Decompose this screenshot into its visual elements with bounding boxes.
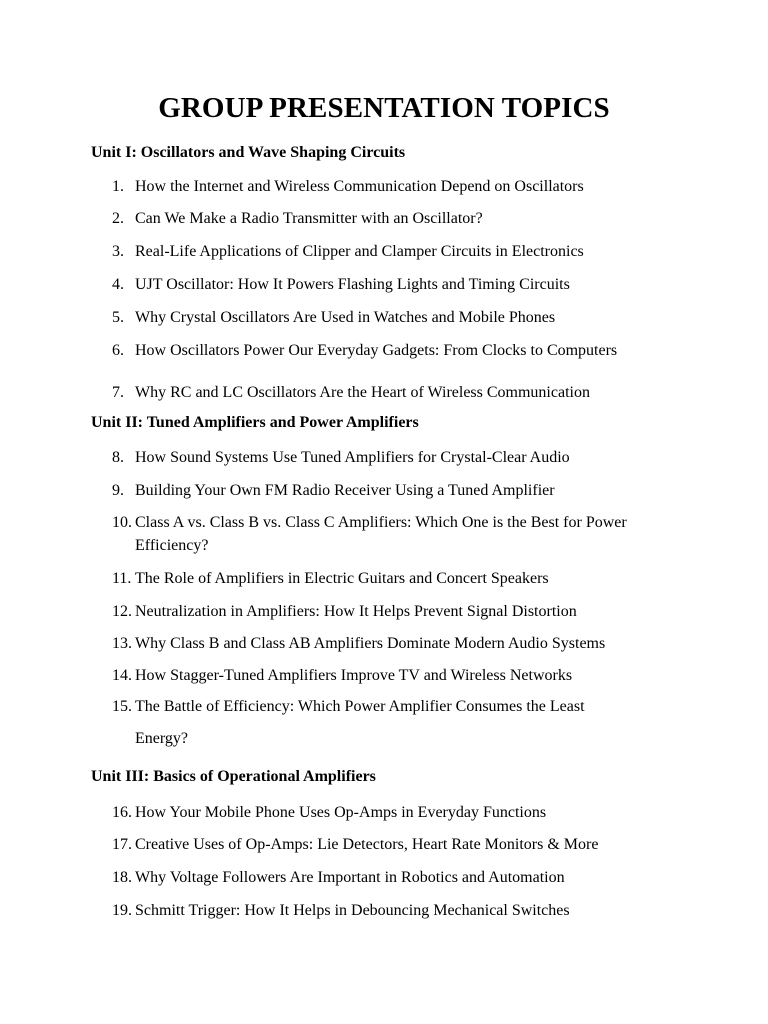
list-item	[112, 600, 672, 623]
unit-heading: Unit III: Basics of Operational Amplifiers	[91, 768, 376, 785]
list-item	[112, 511, 672, 554]
item-number: 8.	[112, 449, 124, 466]
page-title: GROUP PRESENTATION TOPICS	[158, 92, 610, 124]
unit-heading: Unit I: Oscillators and Wave Shaping Circuits	[91, 144, 406, 161]
list-item	[112, 695, 672, 747]
unit-heading: Unit II: Tuned Amplifiers and Power Amplifiers	[91, 414, 419, 431]
list-item	[112, 240, 672, 263]
item-text: UJT Oscillator: How It Powers Flashing Lights and Timing Circuits	[135, 276, 570, 293]
item-number: 4.	[112, 276, 124, 293]
list-item	[112, 632, 672, 655]
list-item	[112, 381, 672, 404]
item-number: 1.	[112, 178, 124, 195]
item-number: 5.	[112, 309, 124, 326]
item-text: Creative Uses of Op-Amps: Lie Detectors, Heart Rate Monitors & More	[135, 836, 599, 853]
item-number: 18.	[112, 869, 132, 886]
list-item	[112, 273, 672, 296]
item-text: Can We Make a Radio Transmitter with an Oscillator?	[135, 210, 483, 227]
item-text: Class A vs. Class B vs. Class C Amplifiers: Which One is the Best for Power Efficiency?	[135, 514, 627, 554]
item-number: 11.	[112, 570, 132, 587]
item-text: How Your Mobile Phone Uses Op-Amps in Everyday Functions	[135, 804, 547, 821]
list-item	[112, 479, 672, 502]
item-text: Why RC and LC Oscillators Are the Heart of Wireless Communication	[135, 384, 590, 401]
item-text: Building Your Own FM Radio Receiver Using a Tuned Amplifier	[135, 482, 555, 499]
item-number: 19.	[112, 902, 132, 919]
item-text: Why Crystal Oscillators Are Used in Watches and Mobile Phones	[135, 309, 556, 326]
item-text: Why Class B and Class AB Amplifiers Dominate Modern Audio Systems	[135, 635, 606, 652]
list-item	[112, 567, 672, 590]
item-number: 13.	[112, 635, 132, 652]
item-text: Schmitt Trigger: How It Helps in Debouncing Mechanical Switches	[135, 902, 570, 919]
list-item	[112, 446, 672, 469]
item-text: How Oscillators Power Our Everyday Gadgets: From Clocks to Computers	[135, 342, 618, 359]
item-text: The Battle of Efficiency: Which Power Amplifier Consumes the Least Energy?	[135, 698, 585, 747]
item-text: How Stagger-Tuned Amplifiers Improve TV and Wireless Networks	[135, 667, 573, 684]
list-item	[112, 866, 672, 889]
list-item	[112, 207, 672, 230]
list-item	[112, 175, 672, 198]
item-text: The Role of Amplifiers in Electric Guitars and Concert Speakers	[135, 570, 549, 587]
item-number: 3.	[112, 243, 124, 260]
item-number: 15.	[112, 698, 132, 715]
item-number: 9.	[112, 482, 124, 499]
item-text: How the Internet and Wireless Communication Depend on Oscillators	[135, 178, 584, 195]
item-number: 16.	[112, 804, 132, 821]
item-text: Neutralization in Amplifiers: How It Helps Prevent Signal Distortion	[135, 603, 577, 620]
item-number: 2.	[112, 210, 124, 227]
item-number: 6.	[112, 342, 124, 359]
list-item	[112, 801, 672, 824]
item-text: How Sound Systems Use Tuned Amplifiers for Crystal-Clear Audio	[135, 449, 570, 466]
item-number: 14.	[112, 667, 132, 684]
item-number: 12.	[112, 603, 132, 620]
list-item	[112, 339, 672, 362]
item-number: 17.	[112, 836, 132, 853]
list-item	[112, 664, 672, 687]
list-item	[112, 899, 672, 922]
list-item	[112, 306, 672, 329]
item-text: Why Voltage Followers Are Important in Robotics and Automation	[135, 869, 565, 886]
item-number: 7.	[112, 384, 124, 401]
list-item	[112, 833, 672, 856]
item-number: 10.	[112, 514, 132, 531]
item-text: Real-Life Applications of Clipper and Clamper Circuits in Electronics	[135, 243, 584, 260]
